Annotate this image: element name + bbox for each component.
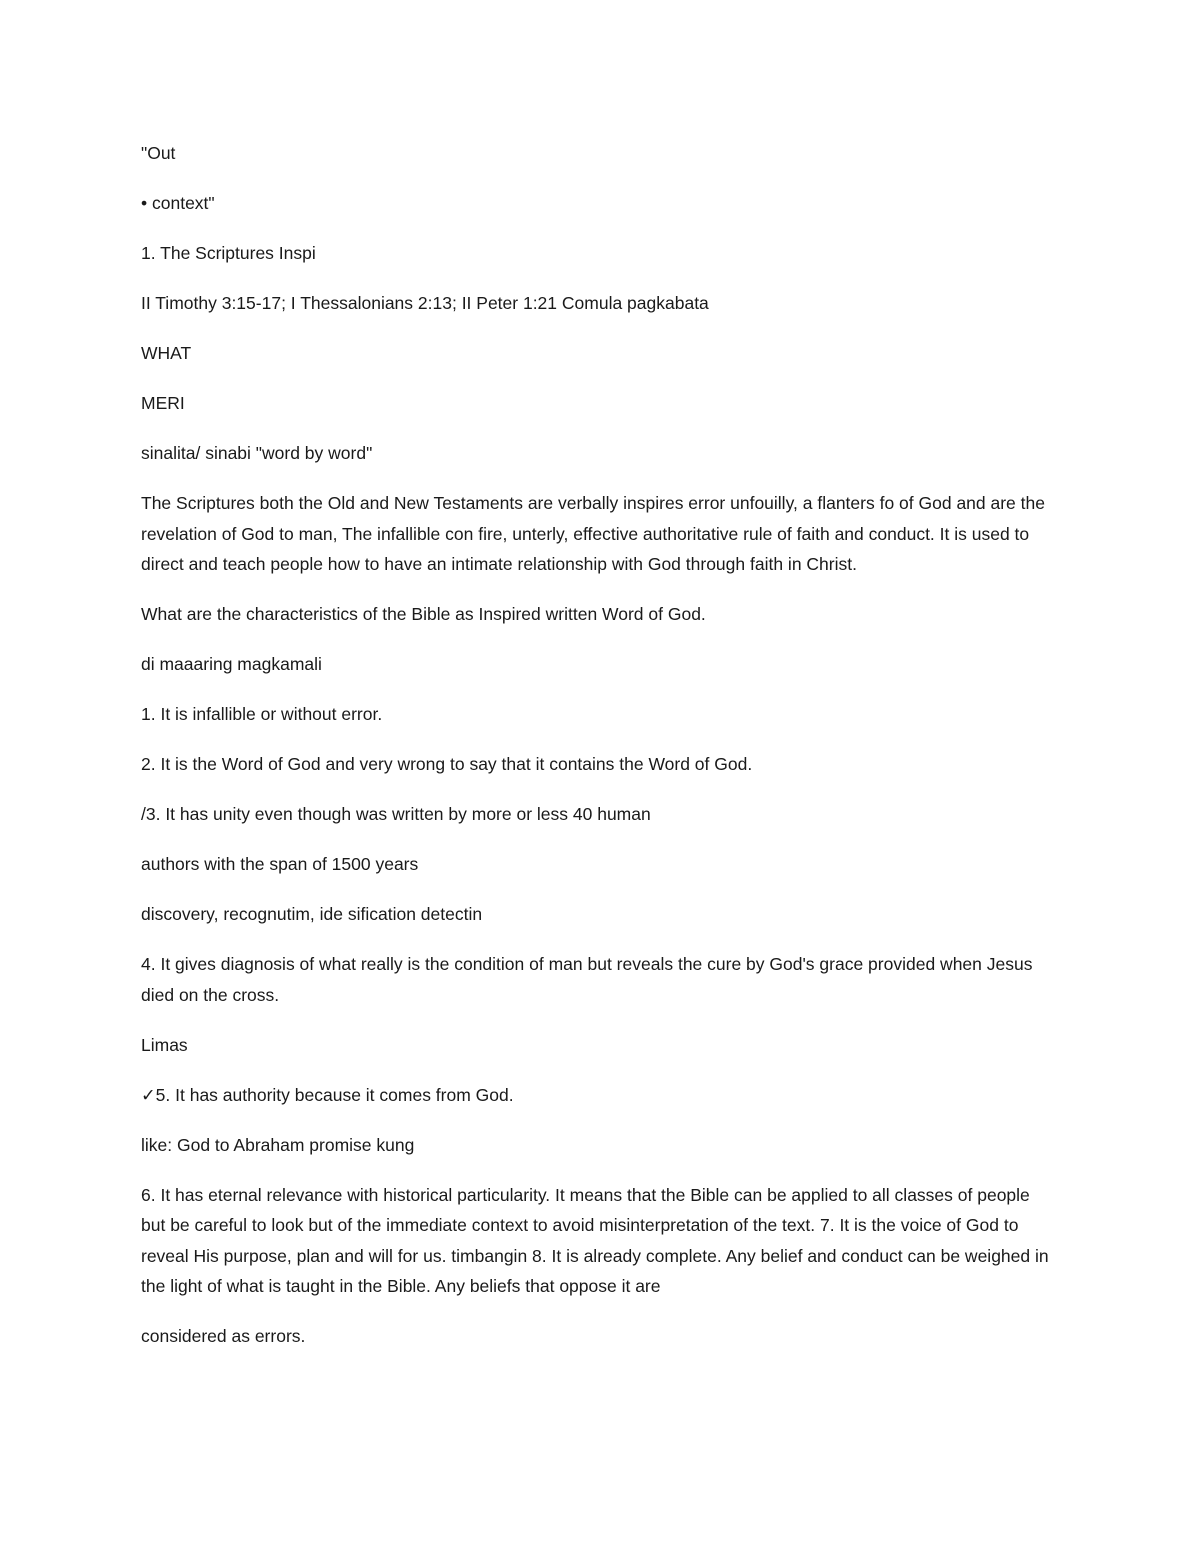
paragraph: like: God to Abraham promise kung [141, 1134, 415, 1155]
paragraph: WHAT [141, 343, 192, 363]
paragraph: 6. It has eternal relevance with historical particularity. It means that the Bible can be applied to all classes of people but be careful to look but of the immediate context to avoid misinterpretation of the text. 7. It is the voice of God to reveal His purpose, plan and will for us. timbangin 8. It is already complete. Any belief and conduct can be weighed in the light of what is taught in the Bible. Any beliefs that oppose it are [141, 1184, 1049, 1296]
paragraph: MERI [141, 393, 185, 413]
paragraph: considered as errors. [141, 1326, 306, 1346]
paragraph: authors with the span of 1500 years [141, 854, 419, 874]
paragraph: Limas [141, 1034, 188, 1055]
paragraph: ✓5. It has authority because it comes from God. [141, 1084, 514, 1105]
paragraph: 1. It is infallible or without error. [141, 704, 383, 724]
paragraph: di maaaring magkamali [141, 654, 322, 674]
paragraph: The Scriptures both the Old and New Testaments are verbally inspires error unfouilly, a flanters fo of God and are the revelation of God to man, The infallible con fire, unterly, effective authoritative rule of faith and conduct. It is used to direct and teach people how to have an intimate relationship with God through faith in Christ. [141, 493, 1045, 574]
document-body [141, 138, 1051, 1371]
paragraph: discovery, recognutim, ide sification detectin [141, 904, 483, 924]
paragraph: sinalita/ sinabi "word by word" [141, 443, 373, 463]
paragraph: • context" [141, 193, 215, 213]
paragraph: "Out [141, 143, 176, 163]
paragraph: II Timothy 3:15-17; I Thessalonians 2:13; II Peter 1:21 Comula pagkabata [141, 293, 709, 313]
paragraph: /3. It has unity even though was written by more or less 40 human [141, 804, 651, 824]
paragraph: 4. It gives diagnosis of what really is the condition of man but reveals the cure by God's grace provided when Jesus died on the cross. [141, 954, 1033, 1005]
paragraph: What are the characteristics of the Bible as Inspired written Word of God. [141, 604, 706, 624]
paragraph: 2. It is the Word of God and very wrong to say that it contains the Word of God. [141, 754, 753, 774]
paragraph: 1. The Scriptures Inspi [141, 243, 316, 263]
